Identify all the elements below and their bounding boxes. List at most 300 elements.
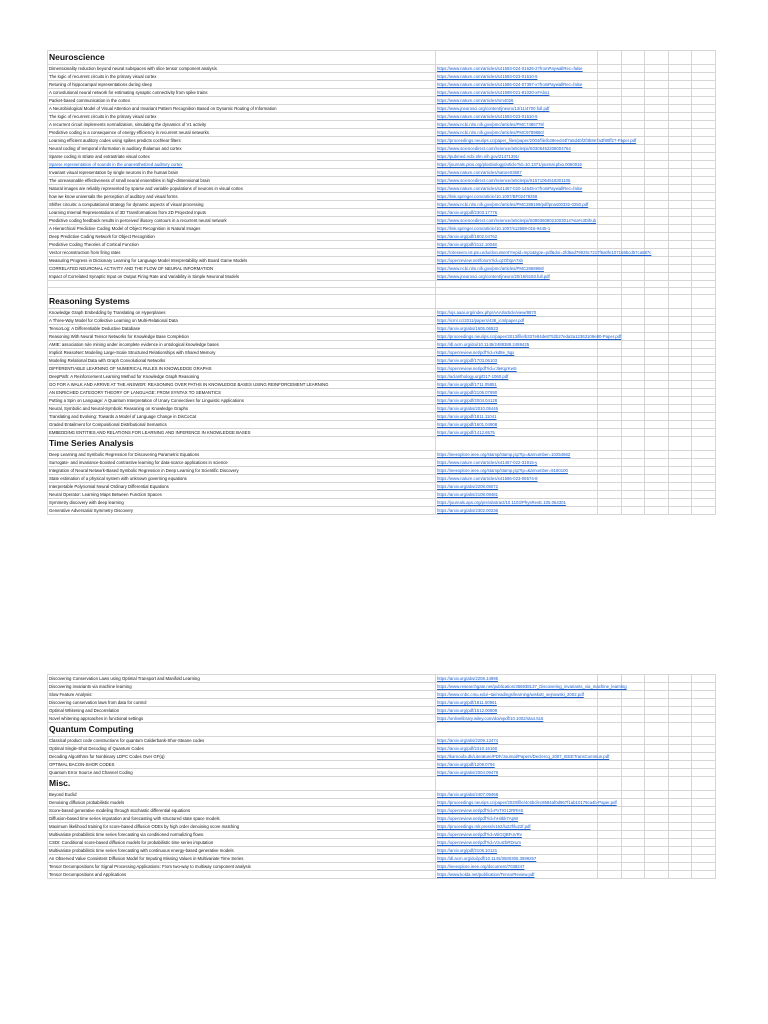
empty-cell[interactable] bbox=[621, 73, 645, 81]
paper-link-cell[interactable]: https://arxiv.org/abs/2208.05072 bbox=[436, 483, 598, 491]
paper-link-cell[interactable]: https://link.springer.com/article/10.1007/s12559-016-9445-1 bbox=[436, 225, 598, 233]
paper-link-cell[interactable]: https://www.nature.com/articles/s41586-024-07397-x?fromPaywallRec=false bbox=[436, 81, 598, 89]
empty-cell[interactable] bbox=[692, 193, 716, 201]
empty-cell[interactable] bbox=[621, 723, 645, 737]
empty-cell[interactable] bbox=[598, 745, 622, 753]
empty-cell[interactable] bbox=[668, 113, 692, 121]
empty-cell[interactable] bbox=[692, 491, 716, 499]
empty-cell[interactable] bbox=[668, 153, 692, 161]
empty-cell[interactable] bbox=[598, 405, 622, 413]
empty-cell[interactable] bbox=[645, 421, 669, 429]
empty-cell[interactable] bbox=[668, 871, 692, 879]
empty-cell[interactable] bbox=[668, 365, 692, 373]
paper-link-cell[interactable]: https://arxiv.org/pdf/2106.07890 bbox=[436, 389, 598, 397]
empty-cell[interactable] bbox=[692, 761, 716, 769]
empty-cell[interactable] bbox=[692, 691, 716, 699]
empty-cell[interactable] bbox=[645, 81, 669, 89]
empty-cell[interactable] bbox=[668, 777, 692, 791]
empty-cell[interactable] bbox=[436, 288, 598, 295]
empty-cell[interactable] bbox=[621, 341, 645, 349]
empty-cell[interactable] bbox=[692, 799, 716, 807]
empty-cell[interactable] bbox=[621, 451, 645, 459]
empty-cell[interactable] bbox=[668, 185, 692, 193]
empty-cell[interactable] bbox=[621, 317, 645, 325]
empty-cell[interactable] bbox=[692, 855, 716, 863]
empty-cell[interactable] bbox=[645, 317, 669, 325]
empty-cell[interactable] bbox=[692, 373, 716, 381]
empty-cell[interactable] bbox=[692, 475, 716, 483]
paper-link-cell[interactable]: https://dl.acm.org/doi/pdf/10.1145/3580305.3599257 bbox=[436, 855, 598, 863]
empty-cell[interactable] bbox=[621, 831, 645, 839]
paper-link-cell[interactable]: https://ieeexplore.ieee.org/document/7038247 bbox=[436, 863, 598, 871]
empty-cell[interactable] bbox=[645, 737, 669, 745]
empty-cell[interactable] bbox=[668, 691, 692, 699]
paper-link-cell[interactable]: https://www.cnbc.cmu.edu/~tai/readings/learning/wiskott_sejnowski_2002.pdf bbox=[436, 691, 598, 699]
empty-cell[interactable] bbox=[621, 389, 645, 397]
empty-cell[interactable] bbox=[668, 73, 692, 81]
empty-cell[interactable] bbox=[668, 499, 692, 507]
paper-link-cell[interactable]: https://dl.acm.org/doi/10.1145/2488388.2488425 bbox=[436, 341, 598, 349]
empty-cell[interactable] bbox=[645, 499, 669, 507]
empty-cell[interactable] bbox=[668, 823, 692, 831]
paper-link-cell[interactable]: https://www.ncbi.nlm.nih.gov/pmc/articles/PMC9789880/ bbox=[436, 129, 598, 137]
empty-cell[interactable] bbox=[621, 185, 645, 193]
paper-link-cell[interactable]: https://www.nature.com/articles/s41593-024-01626-2?fromPaywallRec=false bbox=[436, 65, 598, 73]
paper-link-cell[interactable]: https://arxiv.org/pdf/1209.0794 bbox=[436, 761, 598, 769]
empty-cell[interactable] bbox=[692, 241, 716, 249]
empty-cell[interactable] bbox=[645, 831, 669, 839]
empty-cell[interactable] bbox=[598, 145, 622, 153]
empty-cell[interactable] bbox=[692, 753, 716, 761]
empty-cell[interactable] bbox=[598, 373, 622, 381]
empty-cell[interactable] bbox=[598, 397, 622, 405]
empty-cell[interactable] bbox=[692, 381, 716, 389]
empty-cell[interactable] bbox=[645, 715, 669, 723]
paper-link-cell[interactable]: https://arxiv.org/pdf/1711.05851 bbox=[436, 381, 598, 389]
empty-cell[interactable] bbox=[645, 839, 669, 847]
paper-link-cell[interactable]: https://openreview.net/pdf?id=VzuIzbRDrum bbox=[436, 839, 598, 847]
empty-cell[interactable] bbox=[598, 831, 622, 839]
empty-cell[interactable] bbox=[598, 769, 622, 777]
empty-cell[interactable] bbox=[598, 723, 622, 737]
empty-cell[interactable] bbox=[621, 707, 645, 715]
paper-link-cell[interactable]: https://ieeexplore.ieee.org/stamp/stamp.jsp?tp=&arnumber=10254562 bbox=[436, 451, 598, 459]
empty-cell[interactable] bbox=[598, 365, 622, 373]
empty-cell[interactable] bbox=[645, 281, 669, 288]
empty-cell[interactable] bbox=[692, 273, 716, 281]
empty-cell[interactable] bbox=[668, 381, 692, 389]
paper-link-cell[interactable]: https://www.nature.com/articles/nrn4026 bbox=[436, 97, 598, 105]
paper-link-cell[interactable]: https://arxiv.org/pdf/1601.04908 bbox=[436, 421, 598, 429]
empty-cell[interactable] bbox=[645, 381, 669, 389]
empty-cell[interactable] bbox=[598, 357, 622, 365]
empty-cell[interactable] bbox=[692, 459, 716, 467]
empty-cell[interactable] bbox=[692, 707, 716, 715]
empty-cell[interactable] bbox=[598, 281, 622, 288]
empty-cell[interactable] bbox=[692, 161, 716, 169]
empty-cell[interactable] bbox=[645, 113, 669, 121]
paper-link-cell[interactable]: https://proceedings.mlr.press/v162/lu22f/lu22f.pdf bbox=[436, 823, 598, 831]
empty-cell[interactable] bbox=[598, 699, 622, 707]
empty-cell[interactable] bbox=[621, 273, 645, 281]
paper-link-cell[interactable]: https://onlinelibrary.wiley.com/doi/epdf/10.1002/sta4.516 bbox=[436, 715, 598, 723]
empty-cell[interactable] bbox=[621, 357, 645, 365]
empty-cell[interactable] bbox=[621, 791, 645, 799]
paper-link-cell[interactable]: https://arxiv.org/pdf/2310.16160 bbox=[436, 745, 598, 753]
paper-link-cell[interactable]: https://www.sciencedirect.com/science/article/pii/S1571064518301106 bbox=[436, 177, 598, 185]
paper-link-cell[interactable]: https://www.nature.com/articles/s41467-022-31915-y bbox=[436, 459, 598, 467]
empty-cell[interactable] bbox=[598, 855, 622, 863]
empty-cell[interactable] bbox=[645, 233, 669, 241]
empty-cell[interactable] bbox=[598, 871, 622, 879]
empty-cell[interactable] bbox=[598, 341, 622, 349]
empty-cell[interactable] bbox=[692, 169, 716, 177]
empty-cell[interactable] bbox=[621, 209, 645, 217]
empty-cell[interactable] bbox=[668, 769, 692, 777]
empty-cell[interactable] bbox=[621, 475, 645, 483]
empty-cell[interactable] bbox=[645, 429, 669, 437]
empty-cell[interactable] bbox=[692, 683, 716, 691]
empty-cell[interactable] bbox=[692, 217, 716, 225]
empty-cell[interactable] bbox=[598, 847, 622, 855]
paper-link-cell[interactable]: https://arxiv.org/pdf/1811.11041 bbox=[436, 413, 598, 421]
empty-cell[interactable] bbox=[692, 413, 716, 421]
paper-link-cell[interactable]: https://openreview.net/pdf?id=rkd8e_5gx bbox=[436, 349, 598, 357]
empty-cell[interactable] bbox=[621, 105, 645, 113]
empty-cell[interactable] bbox=[645, 507, 669, 515]
empty-cell[interactable] bbox=[645, 437, 669, 451]
empty-cell[interactable] bbox=[621, 483, 645, 491]
empty-cell[interactable] bbox=[692, 233, 716, 241]
empty-cell[interactable] bbox=[598, 499, 622, 507]
empty-cell[interactable] bbox=[598, 675, 622, 683]
empty-cell[interactable] bbox=[668, 799, 692, 807]
empty-cell[interactable] bbox=[668, 437, 692, 451]
empty-cell[interactable] bbox=[598, 273, 622, 281]
empty-cell[interactable] bbox=[668, 737, 692, 745]
empty-cell[interactable] bbox=[598, 185, 622, 193]
empty-cell[interactable] bbox=[692, 831, 716, 839]
empty-cell[interactable] bbox=[621, 233, 645, 241]
paper-link-cell[interactable]: https://www.ncbi.nlm.nih.gov/pmc/articles/PMC2868968/ bbox=[436, 265, 598, 273]
empty-cell[interactable] bbox=[668, 257, 692, 265]
empty-cell[interactable] bbox=[645, 349, 669, 357]
empty-cell[interactable] bbox=[598, 105, 622, 113]
empty-cell[interactable] bbox=[436, 295, 598, 309]
empty-cell[interactable] bbox=[645, 217, 669, 225]
empty-cell[interactable] bbox=[598, 691, 622, 699]
empty-cell[interactable] bbox=[645, 815, 669, 823]
paper-link-cell[interactable]: https://arxiv.org/abs/2108.08481 bbox=[436, 491, 598, 499]
empty-cell[interactable] bbox=[598, 815, 622, 823]
empty-cell[interactable] bbox=[621, 381, 645, 389]
paper-link-cell[interactable]: https://pubmed.ncbi.nlm.nih.gov/21471391/ bbox=[436, 153, 598, 161]
empty-cell[interactable] bbox=[621, 295, 645, 309]
empty-cell[interactable] bbox=[621, 81, 645, 89]
empty-cell[interactable] bbox=[621, 325, 645, 333]
empty-cell[interactable] bbox=[598, 761, 622, 769]
paper-link-cell[interactable]: https://www.researchgate.net/publication/356938137_Discovering_invariants_via_machine_learning bbox=[437, 684, 627, 689]
empty-cell[interactable] bbox=[621, 761, 645, 769]
paper-link-cell[interactable]: https://proceedings.neurips.cc/paper/2013/file/b337e84de8752b27eda3a12363109e80-Paper.pdf bbox=[437, 334, 622, 340]
empty-cell[interactable] bbox=[692, 145, 716, 153]
empty-cell[interactable] bbox=[668, 193, 692, 201]
empty-cell[interactable] bbox=[645, 467, 669, 475]
empty-cell[interactable] bbox=[692, 769, 716, 777]
empty-cell[interactable] bbox=[645, 89, 669, 97]
empty-cell[interactable] bbox=[645, 209, 669, 217]
paper-link-cell[interactable]: https://arxiv.org/abs/2302.00236 bbox=[436, 507, 598, 515]
empty-cell[interactable] bbox=[668, 265, 692, 273]
empty-cell[interactable] bbox=[692, 451, 716, 459]
empty-cell[interactable] bbox=[668, 807, 692, 815]
empty-cell[interactable] bbox=[598, 823, 622, 831]
empty-cell[interactable] bbox=[668, 475, 692, 483]
paper-link-cell[interactable]: https://www.sciencedirect.com/science/article/pii/S0306452208004764 bbox=[436, 145, 598, 153]
empty-cell[interactable] bbox=[668, 373, 692, 381]
empty-cell[interactable] bbox=[621, 129, 645, 137]
empty-cell[interactable] bbox=[621, 823, 645, 831]
empty-cell[interactable] bbox=[645, 169, 669, 177]
empty-cell[interactable] bbox=[621, 675, 645, 683]
empty-cell[interactable] bbox=[621, 777, 645, 791]
paper-link-cell[interactable]: https://arxiv.org/pdf/1512.00809 bbox=[436, 707, 598, 715]
empty-cell[interactable] bbox=[692, 201, 716, 209]
empty-cell[interactable] bbox=[645, 65, 669, 73]
empty-cell[interactable] bbox=[668, 288, 692, 295]
empty-cell[interactable] bbox=[645, 723, 669, 737]
empty-cell[interactable] bbox=[668, 839, 692, 847]
empty-cell[interactable] bbox=[598, 421, 622, 429]
empty-cell[interactable] bbox=[598, 81, 622, 89]
empty-cell[interactable] bbox=[598, 233, 622, 241]
empty-cell[interactable] bbox=[668, 105, 692, 113]
empty-cell[interactable] bbox=[692, 317, 716, 325]
empty-cell[interactable] bbox=[598, 193, 622, 201]
empty-cell[interactable] bbox=[692, 839, 716, 847]
empty-cell[interactable] bbox=[621, 769, 645, 777]
empty-cell[interactable] bbox=[598, 807, 622, 815]
empty-cell[interactable] bbox=[621, 847, 645, 855]
empty-cell[interactable] bbox=[692, 225, 716, 233]
empty-cell[interactable] bbox=[645, 97, 669, 105]
empty-cell[interactable] bbox=[645, 491, 669, 499]
empty-cell[interactable] bbox=[668, 467, 692, 475]
empty-cell[interactable] bbox=[692, 389, 716, 397]
paper-link-cell[interactable]: https://arxiv.org/pdf/1811.00961 bbox=[436, 699, 598, 707]
empty-cell[interactable] bbox=[692, 349, 716, 357]
empty-cell[interactable] bbox=[598, 309, 622, 317]
empty-cell[interactable] bbox=[668, 429, 692, 437]
empty-cell[interactable] bbox=[692, 257, 716, 265]
empty-cell[interactable] bbox=[692, 113, 716, 121]
empty-cell[interactable] bbox=[645, 341, 669, 349]
empty-cell[interactable] bbox=[668, 761, 692, 769]
empty-cell[interactable] bbox=[645, 365, 669, 373]
paper-link-cell[interactable]: https://www.sciencedirect.com/science/article/pii/S0893608021003014?via%3Dihub bbox=[437, 218, 597, 223]
paper-link-cell[interactable]: https://arxiv.org/pdf/2303.17776 bbox=[436, 209, 598, 217]
empty-cell[interactable] bbox=[668, 137, 692, 145]
empty-cell[interactable] bbox=[621, 839, 645, 847]
empty-cell[interactable] bbox=[668, 217, 692, 225]
empty-cell[interactable] bbox=[692, 153, 716, 161]
empty-cell[interactable] bbox=[692, 281, 716, 288]
empty-cell[interactable] bbox=[668, 225, 692, 233]
paper-link-cell[interactable]: https://www.kolda.net/publication/TensorReview.pdf bbox=[436, 871, 598, 879]
empty-cell[interactable] bbox=[645, 373, 669, 381]
empty-cell[interactable] bbox=[598, 459, 622, 467]
empty-cell[interactable] bbox=[692, 105, 716, 113]
paper-link-cell[interactable]: https://arxiv.org/abs/2208.14995 bbox=[436, 675, 598, 683]
empty-cell[interactable] bbox=[692, 699, 716, 707]
empty-cell[interactable] bbox=[668, 121, 692, 129]
empty-cell[interactable] bbox=[598, 177, 622, 185]
empty-cell[interactable] bbox=[621, 97, 645, 105]
empty-cell[interactable] bbox=[598, 437, 622, 451]
empty-cell[interactable] bbox=[621, 51, 645, 65]
empty-cell[interactable] bbox=[621, 225, 645, 233]
empty-cell[interactable] bbox=[692, 81, 716, 89]
empty-cell[interactable] bbox=[645, 389, 669, 397]
empty-cell[interactable] bbox=[668, 241, 692, 249]
empty-cell[interactable] bbox=[621, 113, 645, 121]
paper-link-cell[interactable]: https://openreview.net/pdf?id=rJleKgrKwS bbox=[436, 365, 598, 373]
empty-cell[interactable] bbox=[621, 467, 645, 475]
empty-cell[interactable] bbox=[668, 723, 692, 737]
empty-cell[interactable] bbox=[621, 397, 645, 405]
paper-link-cell[interactable]: https://www.ncbi.nlm.nih.gov/pmc/articles/PMC289169/pdf/pnas00332-0250.pdf bbox=[436, 201, 598, 209]
empty-cell[interactable] bbox=[668, 831, 692, 839]
empty-cell[interactable] bbox=[668, 97, 692, 105]
empty-cell[interactable] bbox=[645, 333, 669, 341]
empty-cell[interactable] bbox=[621, 815, 645, 823]
empty-cell[interactable] bbox=[668, 389, 692, 397]
empty-cell[interactable] bbox=[645, 397, 669, 405]
empty-cell[interactable] bbox=[645, 451, 669, 459]
empty-cell[interactable] bbox=[692, 249, 716, 257]
empty-cell[interactable] bbox=[645, 691, 669, 699]
empty-cell[interactable] bbox=[692, 73, 716, 81]
paper-link-cell[interactable]: https://openreview.net/pdf?id=PxTIG12RRHS bbox=[436, 807, 598, 815]
empty-cell[interactable] bbox=[692, 357, 716, 365]
empty-cell[interactable] bbox=[692, 405, 716, 413]
empty-cell[interactable] bbox=[598, 451, 622, 459]
empty-cell[interactable] bbox=[692, 185, 716, 193]
empty-cell[interactable] bbox=[598, 475, 622, 483]
empty-cell[interactable] bbox=[598, 201, 622, 209]
empty-cell[interactable] bbox=[621, 65, 645, 73]
empty-cell[interactable] bbox=[598, 225, 622, 233]
empty-cell[interactable] bbox=[621, 745, 645, 753]
empty-cell[interactable] bbox=[668, 325, 692, 333]
empty-cell[interactable] bbox=[668, 145, 692, 153]
empty-cell[interactable] bbox=[598, 325, 622, 333]
empty-cell[interactable] bbox=[645, 413, 669, 421]
empty-cell[interactable] bbox=[692, 745, 716, 753]
empty-cell[interactable] bbox=[621, 459, 645, 467]
empty-cell[interactable] bbox=[598, 507, 622, 515]
empty-cell[interactable] bbox=[621, 333, 645, 341]
empty-cell[interactable] bbox=[598, 777, 622, 791]
empty-cell[interactable] bbox=[598, 217, 622, 225]
empty-cell[interactable] bbox=[668, 177, 692, 185]
empty-cell[interactable] bbox=[692, 209, 716, 217]
empty-cell[interactable] bbox=[621, 365, 645, 373]
empty-cell[interactable] bbox=[621, 177, 645, 185]
empty-cell[interactable] bbox=[436, 281, 598, 288]
empty-cell[interactable] bbox=[645, 769, 669, 777]
empty-cell[interactable] bbox=[621, 737, 645, 745]
empty-cell[interactable] bbox=[668, 333, 692, 341]
empty-cell[interactable] bbox=[621, 863, 645, 871]
paper-link-cell[interactable]: https://www.jneurosci.org/content/jneuro/20/16/6193.full.pdf bbox=[436, 273, 598, 281]
empty-cell[interactable] bbox=[621, 699, 645, 707]
empty-cell[interactable] bbox=[436, 51, 598, 65]
empty-cell[interactable] bbox=[598, 209, 622, 217]
empty-cell[interactable] bbox=[692, 129, 716, 137]
empty-cell[interactable] bbox=[668, 791, 692, 799]
empty-cell[interactable] bbox=[645, 683, 669, 691]
empty-cell[interactable] bbox=[692, 467, 716, 475]
paper-link-cell[interactable]: https://arxiv.org/abs/2010.05446 bbox=[436, 405, 598, 413]
empty-cell[interactable] bbox=[668, 89, 692, 97]
empty-cell[interactable] bbox=[645, 675, 669, 683]
empty-cell[interactable] bbox=[645, 483, 669, 491]
empty-cell[interactable] bbox=[645, 241, 669, 249]
empty-cell[interactable] bbox=[645, 257, 669, 265]
empty-cell[interactable] bbox=[692, 89, 716, 97]
empty-cell[interactable] bbox=[692, 137, 716, 145]
paper-link-cell[interactable]: https://karnoufa.dk/Literature/PDF/Journal/Papers/Declercq_2007_IEEETransCommun.pdf bbox=[437, 754, 610, 759]
empty-cell[interactable] bbox=[645, 51, 669, 65]
paper-link-cell[interactable]: https://aclanthology.org/D17-1060.pdf bbox=[436, 373, 598, 381]
empty-cell[interactable] bbox=[621, 281, 645, 288]
empty-cell[interactable] bbox=[668, 413, 692, 421]
empty-cell[interactable] bbox=[692, 121, 716, 129]
paper-link-cell[interactable]: https://www.nature.com/articles/s41586-023-06574-8 bbox=[436, 475, 598, 483]
empty-cell[interactable] bbox=[692, 309, 716, 317]
empty-cell[interactable] bbox=[598, 97, 622, 105]
empty-cell[interactable] bbox=[668, 507, 692, 515]
empty-cell[interactable] bbox=[668, 863, 692, 871]
empty-cell[interactable] bbox=[598, 349, 622, 357]
empty-cell[interactable] bbox=[621, 145, 645, 153]
empty-cell[interactable] bbox=[621, 715, 645, 723]
empty-cell[interactable] bbox=[668, 745, 692, 753]
empty-cell[interactable] bbox=[621, 491, 645, 499]
empty-cell[interactable] bbox=[668, 675, 692, 683]
empty-cell[interactable] bbox=[598, 161, 622, 169]
paper-link-cell[interactable]: https://arxiv.org/abs/2004.09479 bbox=[436, 769, 598, 777]
empty-cell[interactable] bbox=[692, 65, 716, 73]
empty-cell[interactable] bbox=[668, 309, 692, 317]
empty-cell[interactable] bbox=[645, 105, 669, 113]
empty-cell[interactable] bbox=[692, 483, 716, 491]
empty-cell[interactable] bbox=[621, 437, 645, 451]
empty-cell[interactable] bbox=[692, 51, 716, 65]
paper-link-cell[interactable]: https://arxiv.org/pdf/1412.6575 bbox=[436, 429, 598, 437]
empty-cell[interactable] bbox=[621, 349, 645, 357]
empty-cell[interactable] bbox=[621, 241, 645, 249]
empty-cell[interactable] bbox=[692, 715, 716, 723]
empty-cell[interactable] bbox=[645, 288, 669, 295]
empty-cell[interactable] bbox=[621, 799, 645, 807]
empty-cell[interactable] bbox=[668, 209, 692, 217]
empty-cell[interactable] bbox=[598, 169, 622, 177]
empty-cell[interactable] bbox=[692, 341, 716, 349]
empty-cell[interactable] bbox=[668, 51, 692, 65]
paper-link-cell[interactable]: https://openreview.net/pdf?id=hHiIbk7ApW bbox=[436, 815, 598, 823]
